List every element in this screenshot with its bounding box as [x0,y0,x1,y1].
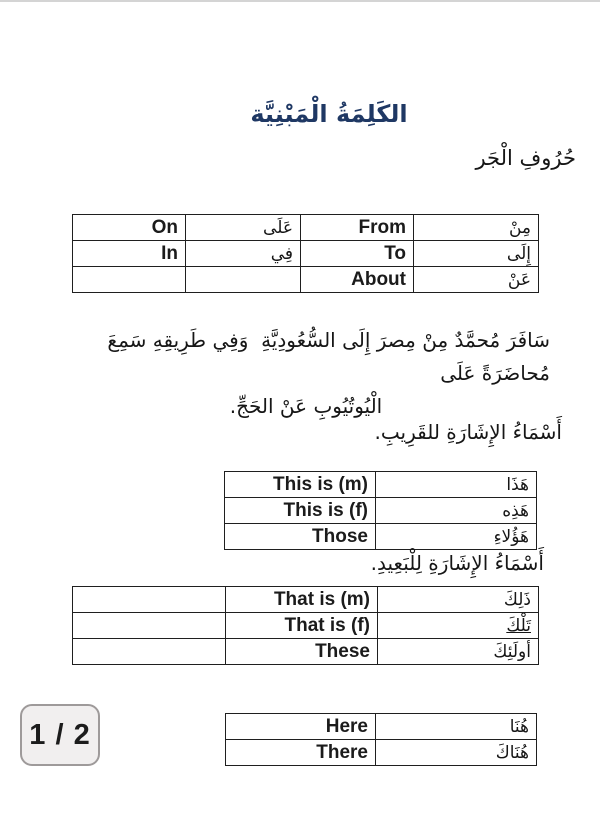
table-cell: From [301,215,414,241]
table-row [73,587,539,613]
sentence-line-1: سَافَرَ مُحمَّدٌ مِنْ مِصرَ إِلَى السُّعُودِيَّةِ وَفِي طَرِيقِهِ سَمِعَ مُحاضَرَةً عَلَى [101,328,550,385]
here-there-table [225,713,537,766]
table-cell [186,267,301,293]
table-cell: That is (m) [226,587,378,613]
page-top-edge-line [0,0,600,2]
table-cell: This is (f) [225,498,376,524]
far-demonstratives-table [72,586,539,665]
table-cell [378,613,539,639]
table-cell: هَؤُلاءِ [376,524,537,550]
table-cell: ذَلِكَ [378,587,539,613]
table-cell [73,613,226,639]
table-cell: هُنَاكَ [376,740,537,766]
table-cell [73,267,186,293]
table-cell: About [301,267,414,293]
table-cell: عَلَى [186,215,301,241]
table-row [73,613,539,639]
table-cell: This is (m) [225,472,376,498]
table-row [225,498,537,524]
table-row [225,524,537,550]
prepositions-heading: حُرُوفِ الْجَر [475,146,576,170]
table-cell: فِي [186,241,301,267]
underlined-word: تَلْكَ [506,615,531,636]
near-demonstratives-table [224,471,537,550]
table-row [226,740,537,766]
document-title: الكَلِمَةُ الْمَبْنِيَّة [250,100,408,128]
table-cell [73,587,226,613]
table-cell: That is (f) [226,613,378,639]
far-demonstratives-heading: أَسْمَاءُ الإِشَارَةِ لِلْبَعِيدِ. [370,551,544,575]
near-demonstratives-heading: أَسْمَاءُ الإِشَارَةِ للقَرِيبِ. [374,420,562,444]
table-cell [73,639,226,665]
table-cell: مِنْ [414,215,539,241]
table-cell: In [73,241,186,267]
table-cell: Those [225,524,376,550]
example-sentence [62,324,550,423]
table-cell: هَذِه [376,498,537,524]
table-cell: هَذَا [376,472,537,498]
page-indicator-badge [20,704,100,766]
table-row [73,639,539,665]
page-indicator-text: 1 / 2 [29,718,91,751]
table-cell: إِلَى [414,241,539,267]
table-row [225,472,537,498]
prepositions-table [72,214,539,293]
table-cell: أولَئِكَ [378,639,539,665]
table-cell: These [226,639,378,665]
table-row [226,714,537,740]
table-cell: There [226,740,376,766]
table-cell: On [73,215,186,241]
table-row [73,215,539,241]
table-cell: Here [226,714,376,740]
table-row [73,241,539,267]
table-row [73,267,539,293]
table-cell: To [301,241,414,267]
sentence-line-2: الْيُوتُيُوبِ عَنْ الحَجِّ. [229,394,383,418]
table-cell: هُنَا [376,714,537,740]
table-cell: عَنْ [414,267,539,293]
